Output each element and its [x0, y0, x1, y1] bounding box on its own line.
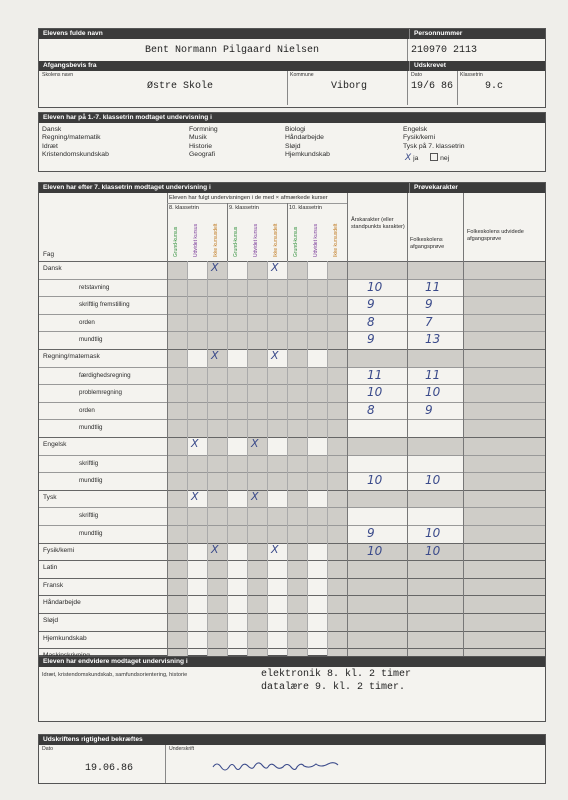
course-header: Udvidet kursus — [193, 223, 199, 257]
student-name: Bent Normann Pilgaard Nielsen — [145, 45, 320, 56]
sub-label: mundtlig — [79, 336, 103, 344]
sec1-col1-item: Idræt — [42, 142, 58, 150]
fag-label: Fransk — [43, 581, 64, 589]
sec1-col3-item: Biologi — [285, 126, 306, 133]
kommune-value: Viborg — [331, 81, 368, 92]
udv-header: Folkeskolens udvidede afgangsprøve — [467, 229, 524, 242]
sec1-col3 — [285, 126, 330, 160]
sec1-col2 — [189, 126, 218, 160]
pnr-label: Personnummer — [409, 29, 462, 39]
course-mark-9[interactable]: X — [251, 489, 259, 503]
aarskarakter: 10 — [367, 385, 383, 400]
course-mark-8[interactable]: X — [191, 437, 199, 450]
course-header: Grund-kursus — [293, 226, 299, 257]
course-mark-9[interactable]: X — [271, 349, 279, 362]
sec1-col2-item: Historie — [189, 142, 213, 150]
skole-value: Østre Skole — [147, 81, 214, 92]
provekarakter: 9 — [425, 402, 433, 417]
k9-label: 9. klassetrin — [229, 205, 259, 211]
provekarakter: 10 — [425, 543, 441, 558]
provekarakter: 7 — [425, 314, 433, 329]
sec4-dato-value: 19.06.86 — [85, 763, 134, 774]
sec1-col2-item: Formning — [189, 126, 218, 133]
provekarakter: 11 — [425, 279, 441, 294]
sec1-col2-item: Musik — [189, 134, 207, 142]
name-label: Elevens fulde navn — [43, 30, 103, 37]
klasse-value: 9.c — [485, 81, 504, 92]
fag-header: Fag — [43, 251, 55, 258]
tysk-options — [405, 153, 449, 163]
sec1-col3-item: Håndarbejde — [285, 134, 324, 142]
sec2-title: Eleven har efter 7. klassetrin modtaget undervisning i — [43, 184, 211, 191]
sec2-bar — [39, 183, 545, 193]
sub-label: orden — [79, 318, 95, 326]
aarskarakter: 10 — [367, 279, 383, 294]
sub-label: mundtlig — [79, 424, 103, 432]
fag-label: Håndarbejde — [43, 599, 81, 607]
course-mark-9[interactable]: X — [271, 261, 279, 274]
aarskarakter: 8 — [367, 314, 375, 329]
fag-label: Tysk — [43, 493, 57, 501]
nej-label: nej — [440, 155, 450, 162]
sec4-title: Udskriftens rigtighed bekræftes — [39, 735, 545, 745]
sec1-col4-item: Fysik/kemi — [403, 134, 436, 142]
fulgt-header: Eleven har fulgt undervisningen i de med × afmærkede kurser — [169, 195, 328, 201]
sec1-col4-item: Tysk på 7. klassetrin — [403, 142, 465, 150]
fag-label: Hjemkundskab — [43, 634, 87, 642]
nej-checkbox[interactable] — [430, 153, 438, 161]
aarskarakter: 9 — [367, 526, 375, 540]
course-mark-8[interactable]: X — [211, 349, 219, 362]
sec1-col4-item: Engelsk — [403, 126, 428, 133]
name-bar — [39, 29, 545, 39]
course-header: Ikke kursusdelt — [213, 223, 219, 257]
sec1-col1-item: Dansk — [42, 126, 62, 133]
header-section — [38, 28, 546, 108]
aarskarakter: 10 — [367, 473, 383, 488]
course-header: Grund-kursus — [173, 226, 179, 257]
provekarakter: 10 — [425, 385, 441, 400]
course-header: Udvidet kursus — [253, 223, 259, 257]
provekarakter: 11 — [425, 367, 441, 382]
grades-8-10-section — [38, 182, 546, 656]
sec1-col1 — [42, 126, 109, 160]
dato-label: Dato — [411, 72, 422, 78]
confirmation-section — [38, 734, 546, 784]
udskrevet-label: Udskrevet — [409, 61, 446, 71]
afg-label: Afgangsbevis fra — [43, 62, 97, 69]
sub-label: skriftlig — [79, 459, 99, 467]
sub-label: orden — [79, 406, 95, 414]
fag-label: Engelsk — [43, 441, 67, 448]
course-header: Grund-kursus — [233, 226, 239, 257]
fag-label: Fysik/kemi — [43, 546, 75, 554]
kommune-label: Kommune — [290, 72, 314, 78]
fag-label: Dansk — [43, 265, 62, 272]
aarskarakter: 9 — [367, 297, 375, 312]
course-mark-9[interactable]: X — [251, 437, 259, 450]
sub-label: skriftlig — [79, 512, 99, 520]
course-mark-8[interactable]: X — [211, 542, 219, 556]
sec1-col4 — [403, 126, 465, 151]
sub-label: problemregning — [79, 389, 122, 397]
sub-label: mundtlig — [79, 530, 103, 537]
course-header: Ikke kursusdelt — [333, 223, 339, 257]
sub-label: mundtlig — [79, 477, 103, 485]
sec1-col1-item: Kristendomskundskab — [42, 151, 109, 159]
sec3-line1: elektronik 8. kl. 2 timer — [261, 669, 412, 680]
sec3-subjects: Idræt, kristendomskundskab, samfundsorientering, historie — [42, 672, 188, 678]
grades-1-7-section — [38, 112, 546, 172]
sec1-col3-item: Sløjd — [285, 142, 301, 150]
course-header: Udvidet kursus — [313, 223, 319, 257]
fag-label: Sløjd — [43, 617, 59, 624]
course-header: Ikke kursusdelt — [273, 223, 279, 257]
sec1-col1-item: Regning/matematik — [42, 134, 101, 142]
k8-label: 8. klassetrin — [169, 205, 199, 211]
aarskarakter: 10 — [367, 543, 383, 558]
sec1-col3-item: Hjemkundskab — [285, 151, 330, 159]
aarskarakter: 8 — [367, 402, 375, 417]
course-mark-8[interactable]: X — [191, 489, 199, 503]
aarskarakter: 9 — [367, 332, 375, 347]
folke-header: Folkeskolens afgangsprøve — [410, 237, 445, 250]
sec3-title: Eleven har endvidere modtaget undervisning i — [39, 657, 545, 667]
personnummer: 210970 2113 — [411, 45, 478, 56]
signature — [209, 757, 379, 775]
klasse-label: Klassetrin — [460, 72, 483, 78]
prove-title: Prøvekarakter — [409, 183, 458, 193]
provekarakter: 10 — [425, 473, 441, 488]
ja-label: ja — [413, 155, 419, 162]
skole-label: Skolens navn — [42, 72, 74, 78]
sub-label: færdighedsregning — [79, 371, 131, 379]
underskrift-label: Underskrift — [169, 746, 195, 752]
sec1-title: Eleven har på 1.-7. klassetrin modtaget undervisning i — [39, 113, 545, 123]
sec3-line2: datalære 9. kl. 2 timer. — [261, 682, 406, 693]
fag-label: Regning/matemask — [43, 353, 100, 360]
sub-label: skriftlig fremstilling — [79, 301, 130, 309]
aars-header: Årskarakter (eller standpunkts karakter) — [351, 217, 405, 230]
aarskarakter: 11 — [367, 367, 383, 382]
sub-label: retstavning — [79, 283, 110, 291]
afg-bar — [39, 61, 545, 71]
course-mark-8[interactable]: X — [211, 261, 219, 274]
provekarakter: 10 — [425, 526, 441, 540]
course-mark-9[interactable]: X — [271, 542, 279, 556]
k10-label: 10. klassetrin — [289, 205, 322, 211]
provekarakter: 9 — [425, 297, 433, 312]
fag-label: Latin — [43, 564, 58, 572]
sec1-col2-item: Geografi — [189, 151, 216, 159]
provekarakter: 13 — [425, 332, 441, 347]
ja-mark[interactable]: X — [405, 153, 412, 163]
extra-teaching-section — [38, 656, 546, 722]
sec4-dato-label: Dato — [42, 746, 53, 752]
dato-value: 19/6 86 — [411, 81, 454, 92]
